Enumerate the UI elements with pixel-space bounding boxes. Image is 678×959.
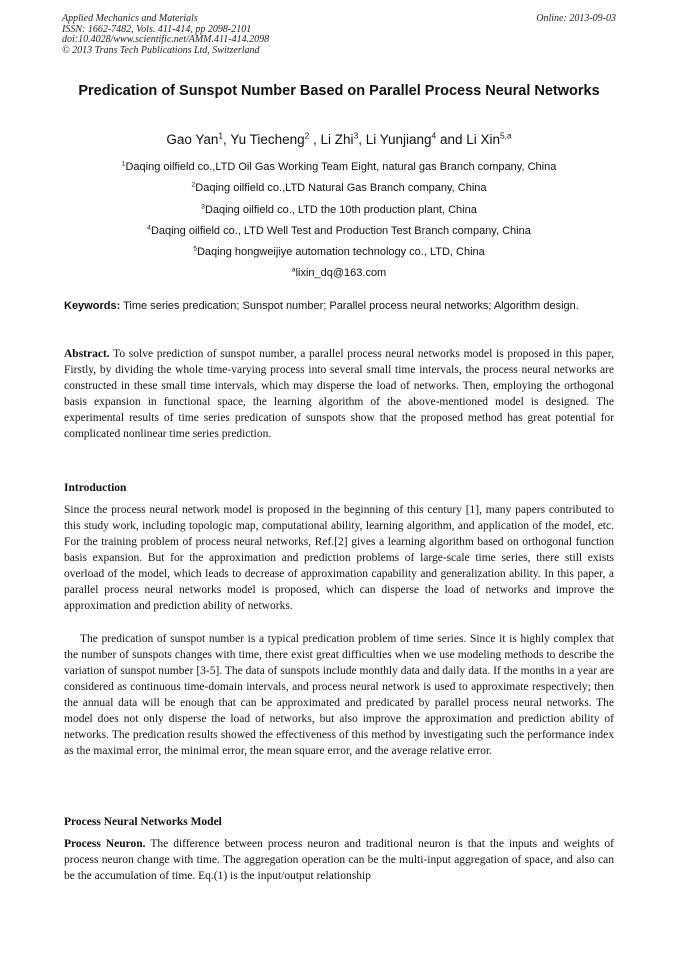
online-date: Online: 2013-09-03 xyxy=(536,13,616,24)
author-sep: , xyxy=(223,132,231,147)
author-sup: 4 xyxy=(431,130,437,141)
introduction-paragraph-1: Since the process neural network model is proposed in the beginning of this century [1], many papers contributed to this study work, including topologic map, computational ability, learning algorithm, and application of the model, etc. For the training problem of process neural networks, Ref.[2] gives a learning algorithm based on orthogonal function basis expansion. But for the approximation and prediction problems of large-scale time series, there still exists overload of the model, which leads to decrease of approximation capability and generalization ability. In this paper, a parallel process neural networks model is proposed, which can disperse the load of networks and improve the approximation and prediction ability of networks. xyxy=(64,504,614,612)
affiliation-list xyxy=(62,157,616,285)
process-neuron-text: The difference between process neuron and traditional neuron is that the inputs and weights of process neuron change with time. The aggregation operation can be the multi-input aggregation of space, and also can be the accumulation of time. Eq.(1) is the input/output relationship xyxy=(64,838,614,882)
process-neuron-paragraph xyxy=(64,836,614,884)
author-sup: 1 xyxy=(218,130,224,141)
journal-header xyxy=(62,14,616,56)
process-neuron-label: Process Neuron. xyxy=(64,838,146,850)
author-name: Yu Tiecheng xyxy=(230,132,305,147)
affiliation-sup: a xyxy=(291,266,296,274)
affiliation-text: Daqing oilfield co.,LTD Oil Gas Working Team Eight, natural gas Branch company, China xyxy=(125,161,557,173)
affiliation xyxy=(62,221,616,242)
author-name: Li Yunjiang xyxy=(365,132,432,147)
affiliation-text: Daqing oilfield co., LTD the 10th production plant, China xyxy=(204,203,477,216)
author-sep: , xyxy=(309,132,321,147)
affiliation-sup: 5 xyxy=(193,245,197,253)
author-name: Li Zhi xyxy=(320,132,354,147)
abstract-label: Abstract. xyxy=(64,348,110,360)
affiliation-sup: 1 xyxy=(121,160,126,168)
affiliation xyxy=(62,157,616,178)
affiliation-text: Daqing oilfield co.,LTD Natural Gas Branch company, China xyxy=(195,182,487,195)
author-name: Gao Yan xyxy=(166,132,219,147)
author-sup: 2 xyxy=(304,130,310,141)
author-name: Li Xin xyxy=(466,132,501,147)
keywords-section xyxy=(64,298,616,314)
author-list xyxy=(62,131,616,149)
abstract-section xyxy=(64,346,614,442)
issn-line: ISSN: 1662-7482, Vols. 411-414, pp 2098-2101 xyxy=(62,23,252,35)
abstract-text: To solve prediction of sunspot number, a parallel process neural networks model is proposed in this paper, Firstly, by dividing the whole time-varying process into several small time intervals, the process neural networks are constructed in these small time intervals, which may disperse the load of networks. Then, employing the orthogonal basis expansion in functional space, the learning algorithm of the above-mentioned model is designed. The experimental results of time series predication of sunspots show that the proposed method has great potential for complicated nonlinear time series prediction. xyxy=(64,348,614,440)
keywords-label: Keywords: xyxy=(64,300,121,312)
pnn-heading: Process Neural Networks Model xyxy=(64,816,222,828)
author-sup: 3 xyxy=(353,130,359,141)
email-text: lixin_dq@163.com xyxy=(295,267,387,280)
affiliation-text: Daqing hongweijiye automation technology co., LTD, China xyxy=(196,246,485,259)
journal-name: Applied Mechanics and Materials xyxy=(62,13,198,24)
author-sep: , xyxy=(358,132,366,147)
copyright-line: © 2013 Trans Tech Publications Ltd, Switzerland xyxy=(62,44,260,56)
author-sep: and xyxy=(436,132,467,147)
affiliation-text: Daqing oilfield co., LTD Well Test and Production Test Branch company, China xyxy=(150,224,531,237)
author-sup: 5,a xyxy=(500,130,512,141)
affiliation xyxy=(62,242,616,263)
paper-title: Predication of Sunspot Number Based on Parallel Process Neural Networks xyxy=(78,83,600,99)
keywords-text: Time series predication; Sunspot number; Parallel process neural networks; Algorithm design. xyxy=(120,300,579,312)
introduction-heading: Introduction xyxy=(64,482,127,494)
introduction-paragraph-2: The predication of sunspot number is a typical predication problem of time series. Since it is highly complex that the number of sunspots changes with time, there exist great difficulties when we use modeling methods to describe the variation of sunspot number [3-5]. The data of sunspots include monthly data and daily data. If the months in a year are considered as continuous time-domain intervals, and process neural network is used to approximate respectively; then the annual data will be enough that can be approximated and predicated by parallel process neural networks. The model does not only disperse the load of networks, but also improve the approximation and prediction ability of networks. The predication results showed the effectiveness of this method by investigating such the performance index as the maximal error, the minimal error, the mean square error, and the average relative error. xyxy=(64,633,614,757)
affiliation xyxy=(62,200,616,221)
affiliation-sup: 3 xyxy=(201,202,205,210)
affiliation xyxy=(62,178,616,199)
affiliation-sup: 4 xyxy=(147,224,151,232)
doi-line: doi:10.4028/www.scientific.net/AMM.411-414.2098 xyxy=(62,34,270,45)
email-affiliation xyxy=(62,263,616,284)
affiliation-sup: 2 xyxy=(191,181,196,189)
